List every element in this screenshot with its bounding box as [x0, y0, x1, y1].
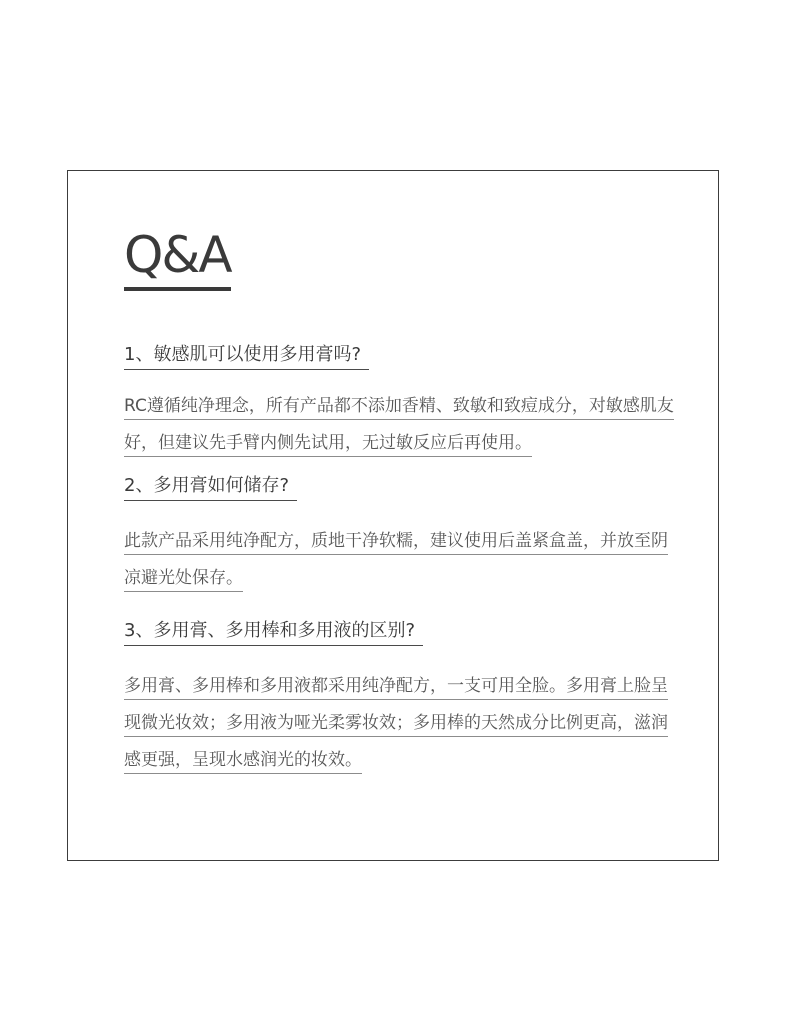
question-text: 3、多用膏、多用棒和多用液的区别? — [124, 617, 423, 646]
question-text: 1、敏感肌可以使用多用膏吗? — [124, 341, 369, 370]
answer-paragraph — [124, 523, 674, 597]
qa-card — [67, 170, 719, 861]
answer-paragraph — [124, 388, 674, 462]
page-title: Q&A — [124, 223, 231, 291]
qa-item — [124, 472, 674, 597]
qa-item — [124, 341, 674, 462]
answer-text: RC遵循纯净理念，所有产品都不添加香精、致敏和致痘成分，对敏感肌友好，但建议先手臂内侧先试用，无过敏反应后再使用。 — [124, 396, 674, 457]
answer-text: 此款产品采用纯净配方，质地干净软糯，建议使用后盖紧盒盖，并放至阴凉避光处保存。 — [124, 531, 668, 592]
question-text: 2、多用膏如何储存? — [124, 472, 297, 501]
answer-text: 多用膏、多用棒和多用液都采用纯净配方，一支可用全脸。多用膏上脸呈现微光妆效；多用液为哑光柔雾妆效；多用棒的天然成分比例更高，滋润感更强，呈现水感润光的妆效。 — [124, 676, 668, 774]
answer-paragraph — [124, 668, 674, 779]
qa-list — [124, 341, 674, 779]
qa-item — [124, 617, 674, 779]
